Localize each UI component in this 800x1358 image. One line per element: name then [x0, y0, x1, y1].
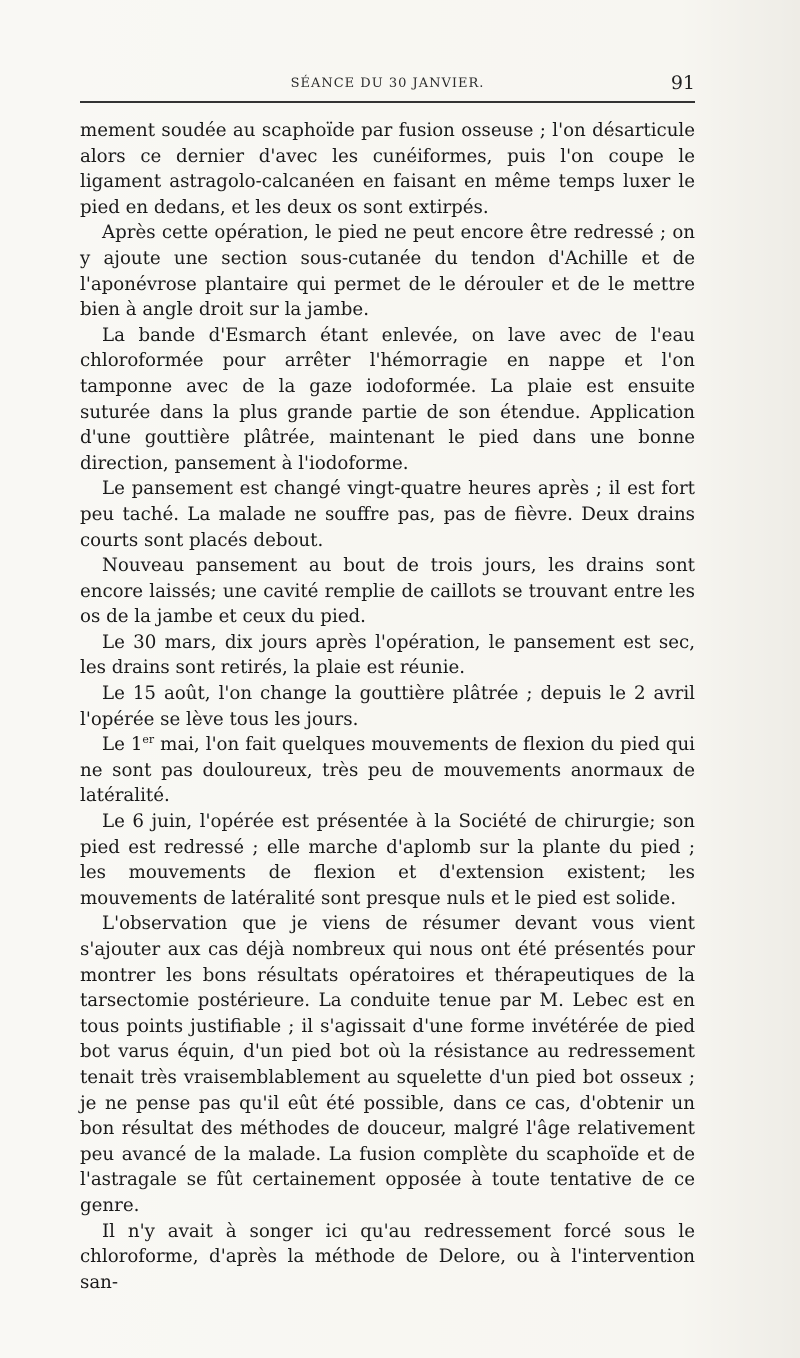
page-number: 91 [670, 72, 695, 94]
paragraph: Le 6 juin, l'opérée est présentée à la Société de chirurgie; son pied est redressé ; elle marche d'aplomb sur la plante du pied ; les mouvements de flexion et d'extension existent; les mouvements de latéralité sont presque nuls et le pied est solide. [80, 811, 695, 909]
paragraph: L'observation que je viens de résumer devant vous vient s'ajouter aux cas déjà nombreux qui nous ont été présentés pour montrer les bons résultats opératoires et thérapeutiques de la tarsectomie postérieure. La conduite tenue par M. Lebec est en tous points justifiable ; il s'agissait d'une forme invétérée de pied bot varus équin, d'un pied bot où la résistance au redressement tenait très vraisemblablement au squelette d'un pied bot osseux ; je ne pense pas qu'il eût été possible, dans ce cas, d'obtenir un bon résultat des méthodes de douceur, malgré l'âge relativement peu avancé de la malade. La fusion complète du scaphoïde et de l'astragale se fût certainement opposée à toute tentative de ce genre. [80, 913, 695, 1216]
paragraph: Après cette opération, le pied ne peut encore être redressé ; on y ajoute une section sous-cutanée du tendon d'Achille et de l'aponévrose plantaire qui permet de le dérouler et de le mettre bien à angle droit sur la jambe. [80, 222, 695, 321]
paragraph: Le 30 mars, dix jours après l'opération, le pansement est sec, les drains sont retirés, la plaie est réunie. [80, 631, 695, 679]
header-rule [80, 101, 695, 103]
paragraph-continued: mement soudée au scaphoïde par fusion osseuse ; l'on désarticule alors ce dernier d'avec les cunéiformes, puis l'on coupe le ligament astragolo-calcanéen en faisant en même temps luxer le pied en dedans, et les deux os sont extirpés. [80, 120, 695, 218]
mai-text-before: Le 1 [102, 734, 143, 756]
paragraph: Nouveau pansement au bout de trois jours, les drains sont encore laissés; une cavité remplie de caillots se trouvant entre les os de la jambe et ceux du pied. [80, 555, 695, 628]
paragraph: Le pansement est changé vingt-quatre heures après ; il est fort peu taché. La malade ne souffre pas, pas de fièvre. Deux drains courts sont placés debout. [80, 478, 695, 551]
ordinal-superscript: er [142, 733, 155, 747]
page-header [80, 70, 695, 100]
paragraph: La bande d'Esmarch étant enlevée, on lave avec de l'eau chloroformée pour arrêter l'hémorragie en nappe et l'on tamponne avec de la gaze iodoformée. La plaie est ensuite suturée dans la plus grande partie de son étendue. Application d'une gouttière plâtrée, maintenant le pied dans une bonne direction, pansement à l'iodoforme. [80, 324, 695, 474]
paragraph: Le 15 août, l'on change la gouttière plâtrée ; depuis le 2 avril l'opérée se lève tous les jours. [80, 683, 695, 730]
paragraph: Il n'y avait à songer ici qu'au redressement forcé sous le chloroforme, d'après la méthode de Delore, ou à l'intervention san- [80, 1220, 695, 1293]
paragraph-mai [80, 732, 695, 809]
mai-text-after: mai, l'on fait quelques mouvements de flexion du pied qui ne sont pas douloureux, très peu de mouvements anormaux de latéralité. [80, 734, 695, 807]
body-text [80, 118, 695, 1295]
running-title: SÉANCE DU 30 JANVIER. [290, 76, 485, 91]
